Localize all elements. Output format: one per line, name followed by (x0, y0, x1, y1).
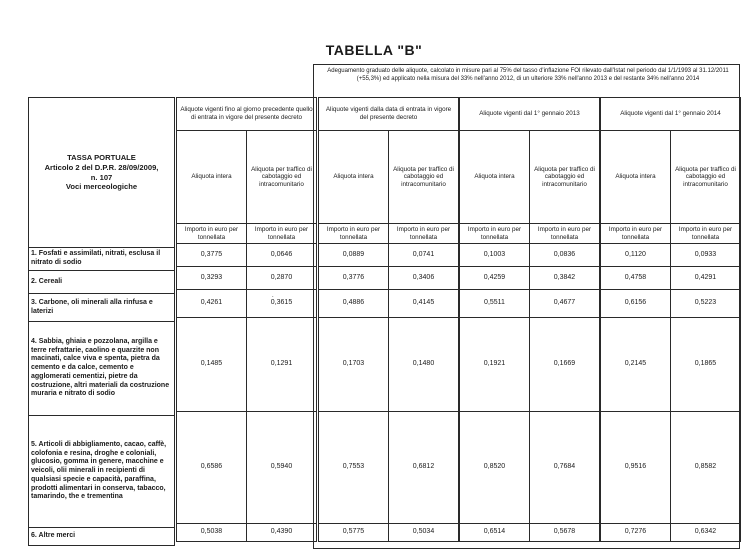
row-label: 5. Articoli di abbigliamento, cacao, caffè, colofonia e resina, droghe e coloniali, glucosio, gomma in genere, macchine e veicoli, olii minerali in recipienti di qualsiasi specie e capacità, paraffina, prodotti alimentari in conserva, tabacco, tamarindo, the e trementina (29, 416, 175, 528)
table-row (177, 290, 317, 318)
table-row (601, 290, 741, 318)
group-header: Aliquote vigenti dal 1° gennaio 2014 (601, 98, 741, 131)
table-row (601, 318, 741, 412)
rate-value: 0,3776 (319, 267, 389, 290)
rate-value: 0,6514 (460, 524, 530, 542)
rate-value: 0,1921 (460, 318, 530, 412)
table-row (319, 290, 459, 318)
rate-value: 0,0741 (389, 244, 459, 267)
table-row (460, 412, 600, 524)
group-header: Aliquote vigenti dal 1° gennaio 2013 (460, 98, 600, 131)
rate-value: 0,1669 (530, 318, 600, 412)
unit-label: Importo in euro per tonnellata (460, 224, 530, 244)
table-row (177, 318, 317, 412)
sub-header-cabotaggio: Aliquota per traffico di cabotaggio ed intracomunitario (530, 131, 600, 224)
table-row (601, 267, 741, 290)
rate-group-4 (600, 97, 741, 542)
table-row (460, 267, 600, 290)
adjustment-banner: Adeguamento graduato delle aliquote, calcolato in misure pari al 75% del tasso d'inflazione FOI rilevato dall'Istat nel periodo dal 1/1/1993 al 31.12/2011 (+55,3%) ed applicato nella misura del 33% nell'anno 2012, di un ulteriore 33% nell'anno 2013 e del restante 34% nell'anno 2014 (327, 68, 729, 82)
rate-value: 0,5940 (247, 412, 317, 524)
table-row (460, 290, 600, 318)
unit-label: Importo in euro per tonnellata (601, 224, 671, 244)
table-row (29, 416, 175, 528)
table-row (29, 322, 175, 416)
row-label: 6. Altre merci (29, 528, 175, 546)
table-title: TABELLA "B" (325, 42, 423, 58)
table-row (319, 318, 459, 412)
rate-value: 0,0889 (319, 244, 389, 267)
table-row (29, 294, 175, 322)
table-row (319, 524, 459, 542)
rate-value: 0,0646 (247, 244, 317, 267)
stray-mark: . (272, 293, 274, 299)
table-row (601, 244, 741, 267)
unit-label: Importo in euro per tonnellata (319, 224, 389, 244)
table-row (319, 412, 459, 524)
rate-value: 0,6342 (671, 524, 741, 542)
table-row (177, 412, 317, 524)
sub-header-cabotaggio: Aliquota per traffico di cabotaggio ed intracomunitario (671, 131, 741, 224)
rate-group-3 (459, 97, 600, 542)
rate-group-1 (176, 97, 317, 542)
table-row (29, 248, 175, 271)
sub-header-intera: Aliquota intera (177, 131, 247, 224)
table-row (460, 524, 600, 542)
rate-value: 0,5223 (671, 290, 741, 318)
sub-header-cabotaggio: Aliquota per traffico di cabotaggio ed intracomunitario (389, 131, 459, 224)
table-row (601, 524, 741, 542)
table-row (177, 267, 317, 290)
voci-column (28, 97, 175, 546)
rate-value: 0,0836 (530, 244, 600, 267)
row-label: 2. Cereali (29, 271, 175, 294)
rate-value: 0,3775 (177, 244, 247, 267)
rate-value: 0,4261 (177, 290, 247, 318)
rate-value: 0,1003 (460, 244, 530, 267)
rate-value: 0,1485 (177, 318, 247, 412)
rate-value: 0,1480 (389, 318, 459, 412)
rate-value: 0,5038 (177, 524, 247, 542)
unit-label: Importo in euro per tonnellata (530, 224, 600, 244)
row-label: 3. Carbone, oli minerali alla rinfusa e laterizi (29, 294, 175, 322)
rate-value: 0,5775 (319, 524, 389, 542)
rate-value: 0,7276 (601, 524, 671, 542)
sub-header-intera: Aliquota intera (460, 131, 530, 224)
rate-value: 0,5034 (389, 524, 459, 542)
rate-value: 0,8582 (671, 412, 741, 524)
row-label: 1. Fosfati e assimilati, nitrati, esclusa il nitrato di sodio (29, 248, 175, 271)
rate-value: 0,9516 (601, 412, 671, 524)
row-label: 4. Sabbia, ghiaia e pozzolana, argilla e terre refrattarie, caolino e quarzite non macinati, calce viva e spenta, pietra da cemento e da calce, cemento e agglomerati cementizi, pietre da costruzione, altri materiali da costruzione muraria e nitrato di sodio (29, 322, 175, 416)
rate-value: 0,4291 (671, 267, 741, 290)
table-row (29, 271, 175, 294)
rate-value: 0,3842 (530, 267, 600, 290)
rate-value: 0,1120 (601, 244, 671, 267)
rate-value: 0,1291 (247, 318, 317, 412)
sub-header-intera: Aliquota intera (601, 131, 671, 224)
table-row (460, 318, 600, 412)
rate-value: 0,2145 (601, 318, 671, 412)
table-row (460, 244, 600, 267)
rate-value: 0,1865 (671, 318, 741, 412)
rate-value: 0,4886 (319, 290, 389, 318)
rate-value: 0,6586 (177, 412, 247, 524)
rate-value: 0,7553 (319, 412, 389, 524)
rate-value: 0,7684 (530, 412, 600, 524)
rate-value: 0,5678 (530, 524, 600, 542)
unit-label: Importo in euro per tonnellata (389, 224, 459, 244)
rate-value: 0,2870 (247, 267, 317, 290)
group-header: Aliquote vigenti dalla data di entrata in vigore del presente decreto (319, 98, 459, 131)
rate-value: 0,6812 (389, 412, 459, 524)
rate-value: 0,6156 (601, 290, 671, 318)
rate-value: 0,4758 (601, 267, 671, 290)
table-row (319, 267, 459, 290)
rate-value: 0,1703 (319, 318, 389, 412)
sub-header-intera: Aliquota intera (319, 131, 389, 224)
rate-value: 0,4145 (389, 290, 459, 318)
rate-group-2 (318, 97, 459, 542)
rate-value: 0,4677 (530, 290, 600, 318)
rate-value: 0,3406 (389, 267, 459, 290)
table-row (29, 528, 175, 546)
unit-label: Importo in euro per tonnellata (671, 224, 741, 244)
rate-value: 0,3293 (177, 267, 247, 290)
unit-label: Importo in euro per tonnellata (247, 224, 317, 244)
left-header: TASSA PORTUALE Articolo 2 del D.P.R. 28/09/2009, n. 107 Voci merceologiche (29, 98, 175, 248)
rate-value: 0,4390 (247, 524, 317, 542)
sub-header-cabotaggio: Aliquota per traffico di cabotaggio ed intracomunitario (247, 131, 317, 224)
unit-label: Importo in euro per tonnellata (177, 224, 247, 244)
table-row (319, 244, 459, 267)
rate-value: 0,3615 (247, 290, 317, 318)
rate-value: 0,4259 (460, 267, 530, 290)
table-row (177, 244, 317, 267)
table-row (177, 524, 317, 542)
rate-value: 0,8520 (460, 412, 530, 524)
group-header: Aliquote vigenti fino al giorno precedente quello di entrata in vigore del presente decreto (177, 98, 317, 131)
table-row (601, 412, 741, 524)
rate-value: 0,0933 (671, 244, 741, 267)
rate-value: 0,5511 (460, 290, 530, 318)
